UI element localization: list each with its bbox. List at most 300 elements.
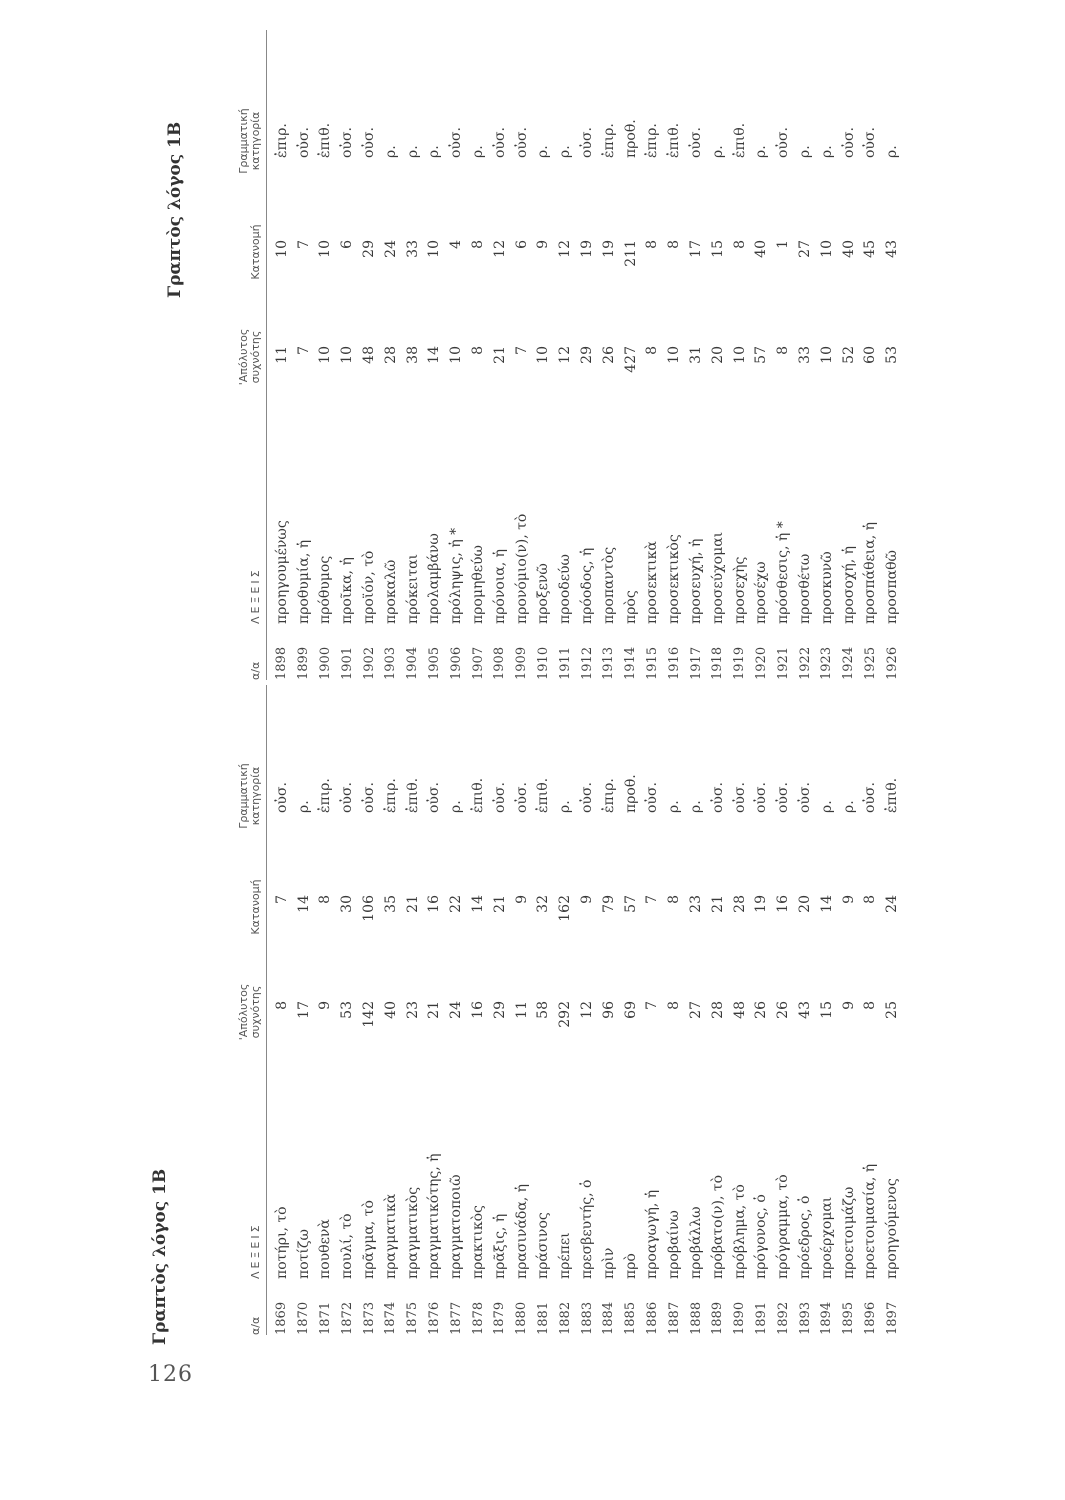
row-category: ἐπιρ. (600, 778, 617, 813)
table-row (816, 685, 838, 1335)
row-index: 1877 (448, 1301, 464, 1335)
row-word: πρασινάδα, ἡ (513, 1183, 530, 1279)
row-index: 1914 (623, 646, 639, 680)
table-row (467, 685, 489, 1335)
row-frequency: 7 (644, 1001, 661, 1010)
row-category: ρ. (557, 800, 574, 813)
row-word: προσέχω (753, 561, 770, 624)
row-category: οὐσ. (448, 127, 465, 158)
row-category: ρ. (535, 145, 552, 158)
row-index: 1880 (514, 1301, 530, 1335)
row-index: 1902 (361, 646, 377, 680)
row-index: 1925 (862, 646, 878, 680)
table-row (729, 30, 751, 680)
row-word: πρόγραμμα, τὸ (775, 1174, 792, 1279)
table-row (663, 685, 685, 1335)
row-frequency: 8 (666, 1001, 683, 1010)
row-category: ἐπιθ. (470, 777, 487, 813)
row-index: 1883 (579, 1301, 595, 1335)
row-word: προαγωγή, ἡ (644, 1189, 661, 1279)
row-frequency: 25 (884, 1001, 901, 1019)
table-row (402, 685, 424, 1335)
row-frequency: 10 (818, 346, 835, 364)
row-index: 1901 (339, 646, 355, 680)
row-distribution: 12 (491, 240, 508, 258)
row-frequency: 28 (382, 346, 399, 364)
row-word: πραγματοποιῶ (448, 1174, 465, 1279)
row-category: οὐσ. (862, 127, 879, 158)
row-word: πρόγονος, ὁ (753, 1194, 770, 1279)
row-word: προλαμβάνω (426, 533, 443, 624)
row-index: 1919 (732, 646, 748, 680)
row-frequency: 48 (361, 346, 378, 364)
row-frequency: 52 (840, 346, 857, 364)
header-category (238, 90, 266, 192)
row-category: οὐσ. (644, 782, 661, 813)
table-row (860, 30, 882, 680)
row-word: προετοιμάζω (840, 1186, 857, 1279)
row-category: οὐσ. (731, 782, 748, 813)
row-distribution: 6 (339, 240, 356, 249)
row-frequency: 16 (470, 1001, 487, 1019)
row-word: προηγουμένως (273, 520, 290, 624)
row-word: πρὸς (622, 590, 639, 624)
table-row (554, 30, 576, 680)
row-index: 1910 (535, 646, 551, 680)
row-distribution: 7 (273, 895, 290, 904)
row-category: ρ. (818, 145, 835, 158)
row-distribution: 40 (840, 240, 857, 258)
row-category: ἐπιθ. (884, 777, 901, 813)
row-word: προβάλλω (688, 1206, 705, 1279)
row-distribution: 106 (361, 895, 378, 922)
row-category: ρ. (382, 145, 399, 158)
row-distribution: 9 (513, 895, 530, 904)
row-word: πρὶν (600, 1247, 617, 1279)
row-word: πρεσβευτής, ὁ (579, 1179, 596, 1279)
header-category-line2: κατηγορία (249, 766, 262, 826)
table-header (222, 30, 267, 680)
row-category: ρ. (295, 800, 312, 813)
row-distribution: 22 (448, 895, 465, 913)
row-category: οὐσ. (753, 782, 770, 813)
row-frequency: 11 (513, 1001, 530, 1019)
row-word: προξενῶ (535, 563, 552, 624)
table-row (445, 30, 467, 680)
row-index: 1886 (644, 1301, 660, 1335)
row-frequency: 10 (535, 346, 552, 364)
table-row (881, 685, 903, 1335)
row-distribution: 24 (884, 895, 901, 913)
row-word: ποτίζω (295, 1229, 312, 1279)
row-frequency: 12 (579, 1001, 596, 1019)
row-distribution: 211 (622, 240, 639, 267)
row-distribution: 8 (317, 895, 334, 904)
row-frequency: 58 (535, 1001, 552, 1019)
row-frequency: 10 (317, 346, 334, 364)
row-distribution: 40 (753, 240, 770, 258)
row-frequency: 33 (797, 346, 814, 364)
row-index: 1900 (317, 646, 333, 680)
row-distribution: 10 (818, 240, 835, 258)
row-frequency: 69 (622, 1001, 639, 1019)
row-category: οὐσ. (862, 782, 879, 813)
row-word: προσθέτω (797, 553, 814, 624)
row-category: ἐπιθ. (317, 122, 334, 158)
row-word: προοδεύω (557, 554, 574, 624)
table-row (816, 30, 838, 680)
row-index: 1911 (557, 646, 573, 680)
row-category: οὐσ. (775, 127, 792, 158)
row-category: ἐπιρ. (317, 778, 334, 813)
row-word: προμηθεύω (470, 545, 487, 624)
row-word: πρᾶγμα, τὸ (361, 1200, 378, 1279)
row-index: 1881 (535, 1301, 551, 1335)
row-frequency: 43 (797, 1001, 814, 1019)
table-row (620, 685, 642, 1335)
row-index: 1885 (623, 1301, 639, 1335)
row-category: οὐσ. (688, 127, 705, 158)
row-word: πραγματικὸς (404, 1186, 421, 1279)
row-index: 1924 (841, 646, 857, 680)
row-index: 1912 (579, 646, 595, 680)
table-row (271, 685, 293, 1335)
row-frequency: 96 (600, 1001, 617, 1019)
row-index: 1898 (274, 646, 290, 680)
row-word: πρακτικὸς (470, 1205, 487, 1279)
row-distribution: 79 (600, 895, 617, 913)
row-index: 1921 (775, 646, 791, 680)
table-row (642, 685, 664, 1335)
row-frequency: 292 (557, 1001, 574, 1028)
table-row (838, 30, 860, 680)
header-category (238, 745, 266, 847)
table-row (293, 30, 315, 680)
table-row (598, 30, 620, 680)
header-category-line1: Γραμματική (237, 763, 250, 829)
table-row (554, 685, 576, 1335)
row-distribution: 15 (709, 240, 726, 258)
header-category-line2: κατηγορία (249, 111, 262, 171)
row-frequency: 26 (753, 1001, 770, 1019)
row-distribution: 14 (295, 895, 312, 913)
header-index: α/α (249, 1316, 262, 1335)
table-row (772, 30, 794, 680)
row-word: προσεκτικὰ (644, 541, 661, 624)
row-category: προθ. (622, 119, 639, 158)
row-index: 1913 (601, 646, 617, 680)
header-frequency-line1: 'Απόλυτος (237, 328, 250, 386)
row-word: ποτήρι, τὸ (273, 1206, 290, 1279)
row-index: 1903 (383, 646, 399, 680)
row-category: ἐπιρ. (382, 778, 399, 813)
table-row (729, 685, 751, 1335)
row-word: πρόοδος, ἡ (579, 547, 596, 624)
row-category: ἐπιρ. (644, 123, 661, 158)
row-distribution: 8 (731, 240, 748, 249)
table-row (533, 685, 555, 1335)
row-category: οὐσ. (513, 127, 530, 158)
table-row (838, 685, 860, 1335)
row-distribution: 29 (361, 240, 378, 258)
row-word: προσεχὴς (731, 556, 748, 624)
row-distribution: 45 (862, 240, 879, 258)
row-index: 1922 (797, 646, 813, 680)
table-row (424, 30, 446, 680)
row-distribution: 8 (644, 240, 661, 249)
row-frequency: 9 (317, 1001, 334, 1010)
row-word: προετοιμασία, ἡ (862, 1163, 879, 1279)
row-index: 1908 (492, 646, 508, 680)
row-word: προνόμιο(ν), τὸ (513, 513, 530, 624)
row-word: προσεκτικὸς (666, 534, 683, 624)
row-frequency: 53 (884, 346, 901, 364)
row-distribution: 17 (688, 240, 705, 258)
table-row (424, 685, 446, 1335)
table-row (751, 685, 773, 1335)
table-row (489, 685, 511, 1335)
table-row (685, 30, 707, 680)
table-row (751, 30, 773, 680)
row-index: 1894 (819, 1301, 835, 1335)
row-frequency: 11 (273, 346, 290, 364)
row-distribution: 30 (339, 895, 356, 913)
header-frequency (238, 967, 266, 1057)
row-distribution: 33 (404, 240, 421, 258)
row-category: οὐσ. (426, 782, 443, 813)
row-category: οὐσ. (273, 782, 290, 813)
row-word: προσπάθεια, ἡ (862, 522, 879, 624)
row-frequency: 8 (775, 346, 792, 355)
table-row (511, 685, 533, 1335)
row-frequency: 21 (426, 1001, 443, 1019)
table-row (489, 30, 511, 680)
row-frequency: 14 (426, 346, 443, 364)
table-row (380, 685, 402, 1335)
row-distribution: 57 (622, 895, 639, 913)
row-category: ρ. (884, 145, 901, 158)
row-index: 1926 (884, 646, 900, 680)
row-word: πρόθυμος (317, 555, 334, 624)
row-frequency: 8 (644, 346, 661, 355)
row-distribution: 8 (862, 895, 879, 904)
table-row (794, 685, 816, 1335)
row-word: πρόβατο(ν), τὸ (709, 1174, 726, 1279)
row-frequency: 38 (404, 346, 421, 364)
row-frequency: 8 (273, 1001, 290, 1010)
table-body (267, 30, 903, 680)
row-frequency: 8 (862, 1001, 879, 1010)
row-category: οὐσ. (797, 782, 814, 813)
row-index: 1893 (797, 1301, 813, 1335)
header-word: ΛΕΞΕΙΣ (249, 1222, 262, 1279)
row-word: προῖκα, ἡ (339, 557, 356, 624)
header-frequency-line2: συχνότης (249, 330, 262, 384)
row-distribution: 19 (753, 895, 770, 913)
row-index: 1918 (710, 646, 726, 680)
row-category: ρ. (448, 800, 465, 813)
row-word: προπαντὸς (600, 546, 617, 624)
table-row (358, 30, 380, 680)
row-word: προκαλῶ (382, 559, 399, 624)
row-index: 1889 (710, 1301, 726, 1335)
row-category: οὐσ. (295, 127, 312, 158)
row-frequency: 7 (513, 346, 530, 355)
row-distribution: 24 (382, 240, 399, 258)
header-word: ΛΕΞΕΙΣ (249, 567, 262, 624)
row-distribution: 35 (382, 895, 399, 913)
row-index: 1871 (317, 1301, 333, 1335)
table-body (267, 685, 903, 1335)
row-word: πρόληψις, ἡ * (448, 527, 465, 624)
row-word: πρόνοια, ἡ (491, 548, 508, 624)
row-distribution: 1 (775, 240, 792, 249)
row-frequency: 10 (731, 346, 748, 364)
row-distribution: 162 (557, 895, 574, 922)
row-index: 1905 (426, 646, 442, 680)
row-word: προσεύχομαι (709, 531, 726, 624)
row-word: πράσινος (535, 1212, 552, 1279)
table-row (511, 30, 533, 680)
row-frequency: 20 (709, 346, 726, 364)
row-distribution: 4 (448, 240, 465, 249)
row-frequency: 142 (361, 1001, 378, 1028)
row-category: ρ. (426, 145, 443, 158)
row-index: 1874 (383, 1301, 399, 1335)
row-distribution: 19 (600, 240, 617, 258)
row-word: πρόβλημα, τὸ (731, 1184, 748, 1279)
page-number: 126 (148, 1362, 193, 1387)
row-word: προέρχομαι (818, 1196, 835, 1279)
row-frequency: 23 (404, 1001, 421, 1019)
row-word: προσκυνῶ (818, 551, 835, 624)
row-distribution: 8 (470, 240, 487, 249)
row-category: οὐσ. (775, 782, 792, 813)
row-distribution: 9 (535, 240, 552, 249)
row-category: οὐσ. (339, 127, 356, 158)
row-frequency: 28 (709, 1001, 726, 1019)
row-category: οὐσ. (840, 127, 857, 158)
row-distribution: 16 (775, 895, 792, 913)
table-row (533, 30, 555, 680)
row-index: 1891 (753, 1301, 769, 1335)
row-frequency: 10 (448, 346, 465, 364)
row-frequency: 10 (666, 346, 683, 364)
row-frequency: 31 (688, 346, 705, 364)
row-distribution: 9 (579, 895, 596, 904)
row-frequency: 15 (818, 1001, 835, 1019)
row-index: 1869 (274, 1301, 290, 1335)
row-distribution: 9 (840, 895, 857, 904)
row-index: 1890 (732, 1301, 748, 1335)
row-category: οὐσ. (579, 127, 596, 158)
table-row (293, 685, 315, 1335)
row-distribution: 7 (644, 895, 661, 904)
row-index: 1870 (296, 1301, 312, 1335)
row-category: ἐπιθ. (666, 122, 683, 158)
row-category: ἐπιθ. (731, 122, 748, 158)
row-index: 1872 (339, 1301, 355, 1335)
row-distribution: 32 (535, 895, 552, 913)
table-row (663, 30, 685, 680)
table-row (336, 685, 358, 1335)
row-category: ἐπιθ. (404, 777, 421, 813)
row-distribution: 21 (709, 895, 726, 913)
row-frequency: 8 (470, 346, 487, 355)
row-category: ἐπιρ. (273, 123, 290, 158)
row-frequency: 27 (688, 1001, 705, 1019)
table-row (707, 30, 729, 680)
row-category: ρ. (557, 145, 574, 158)
table-row (271, 30, 293, 680)
table-row (358, 685, 380, 1335)
row-frequency: 9 (840, 1001, 857, 1010)
table-row (642, 30, 664, 680)
row-word: προσευχή, ἡ (688, 538, 705, 624)
table-row (685, 685, 707, 1335)
row-distribution: 21 (491, 895, 508, 913)
row-distribution: 28 (731, 895, 748, 913)
row-distribution: 19 (579, 240, 596, 258)
row-category: οὐσ. (361, 127, 378, 158)
table-row (336, 30, 358, 680)
row-index: 1904 (405, 646, 421, 680)
row-word: πραγματικότης, ἡ (426, 1153, 443, 1279)
row-word: πουθενὰ (317, 1219, 334, 1279)
row-category: ρ. (666, 800, 683, 813)
row-distribution: 6 (513, 240, 530, 249)
row-word: προσπαθῶ (884, 550, 901, 624)
table-row (467, 30, 489, 680)
table-row (772, 685, 794, 1335)
word-table-left (222, 685, 903, 1335)
row-category: ρ. (753, 145, 770, 158)
row-category: προθ. (622, 774, 639, 813)
header-index: α/α (249, 661, 262, 680)
row-distribution: 14 (470, 895, 487, 913)
row-distribution: 14 (818, 895, 835, 913)
section-title-left: Γραπτὸς λόγος 1Β (150, 1168, 170, 1345)
table-row (402, 30, 424, 680)
row-index: 1875 (405, 1301, 421, 1335)
row-word: προσοχή, ἡ (840, 545, 857, 624)
table-row (620, 30, 642, 680)
row-category: ρ. (840, 800, 857, 813)
header-frequency-line1: 'Απόλυτος (237, 983, 250, 1041)
row-frequency: 10 (339, 346, 356, 364)
row-frequency: 48 (731, 1001, 748, 1019)
row-distribution: 10 (426, 240, 443, 258)
row-frequency: 7 (295, 346, 312, 355)
table-row (315, 685, 337, 1335)
row-index: 1888 (688, 1301, 704, 1335)
table-row (315, 30, 337, 680)
row-distribution: 7 (295, 240, 312, 249)
row-frequency: 26 (775, 1001, 792, 1019)
row-index: 1916 (666, 646, 682, 680)
row-category: οὐσ. (491, 127, 508, 158)
row-word: προϊόν, τὸ (361, 550, 378, 624)
row-word: πρόεδρος, ὁ (797, 1195, 814, 1279)
row-category: ρ. (709, 145, 726, 158)
row-category: οὐσ. (513, 782, 530, 813)
row-index: 1907 (470, 646, 486, 680)
row-word: πρόκειται (404, 553, 421, 624)
row-category: οὐσ. (579, 782, 596, 813)
row-index: 1892 (775, 1301, 791, 1335)
header-distribution: Κατανομή (249, 224, 262, 280)
row-category: οὐσ. (709, 782, 726, 813)
